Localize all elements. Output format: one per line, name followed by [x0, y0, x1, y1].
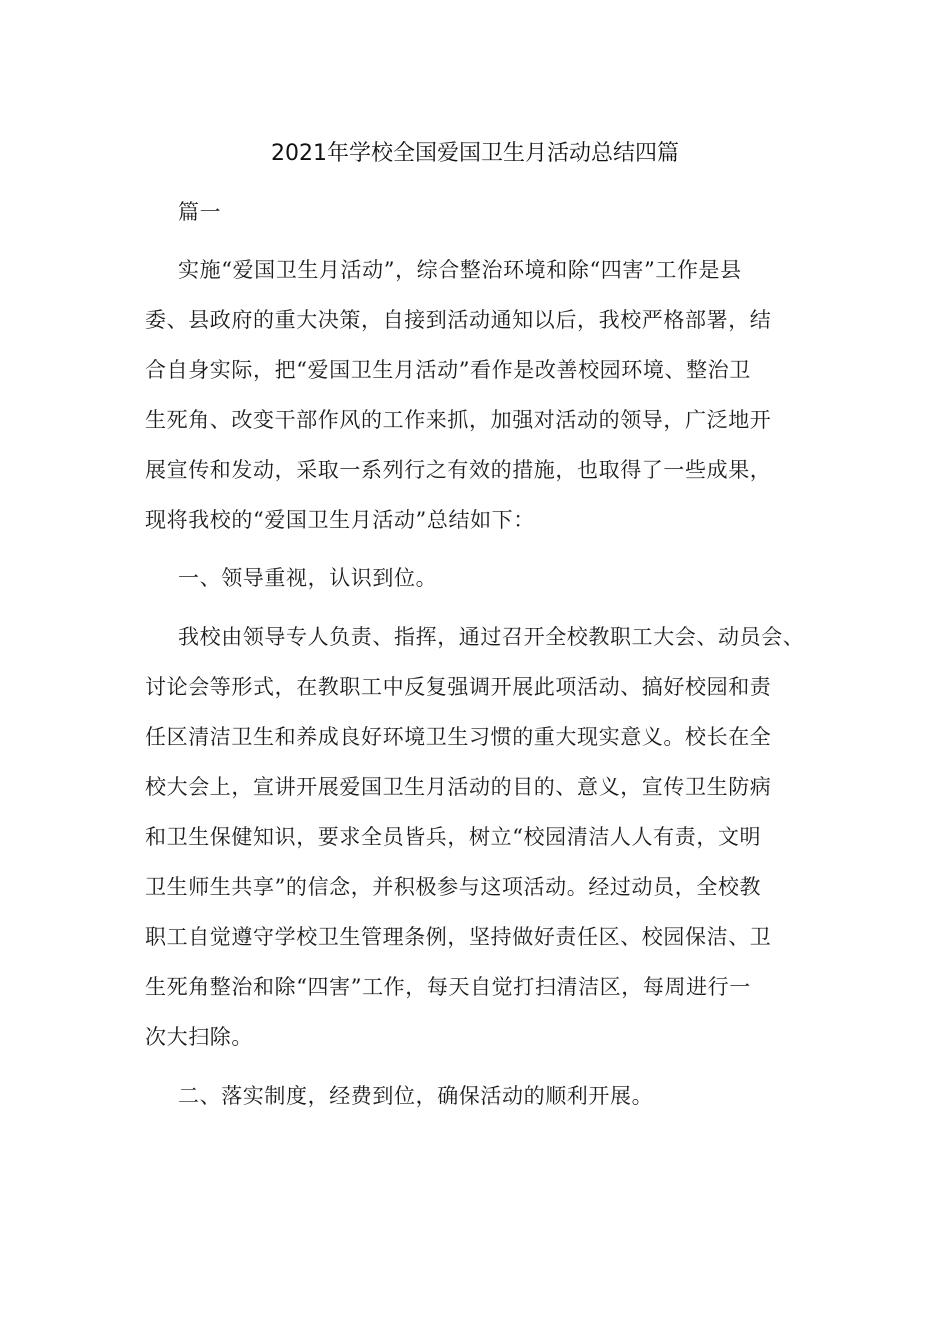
paragraph-line: 合自身实际，把“爱国卫生月活动”看作是改善校园环境、整治卫	[145, 358, 751, 382]
paragraph-line: 生死角、改变干部作风的工作来抓，加强对活动的领导，广泛地开	[145, 408, 772, 432]
paragraph-line: 我校由领导专人负责、指挥，通过召开全校教职工大会、动员会、	[178, 625, 805, 649]
section-heading-one: 一、领导重视，认识到位。	[178, 566, 438, 590]
paragraph-line: 任区清洁卫生和养成良好环境卫生习惯的重大现实意义。校长在全	[145, 725, 772, 749]
paragraph-line: 展宣传和发动，采取一系列行之有效的措施，也取得了一些成果，	[145, 458, 772, 482]
section-heading-two: 二、落实制度，经费到位，确保活动的顺利开展。	[178, 1084, 654, 1108]
paragraph-line: 生死角整治和除“四害”工作，每天自觉打扫清洁区，每周进行一	[145, 975, 751, 999]
paragraph-line: 委、县政府的重大决策，自接到活动通知以后，我校严格部署，结	[145, 308, 772, 332]
paragraph-line: 和卫生保健知识，要求全员皆兵，树立“校园清洁人人有责，文明	[145, 825, 762, 849]
paragraph-line: 卫生师生共享”的信念，并积极参与这项活动。经过动员，全校教	[145, 875, 762, 899]
paragraph-line: 现将我校的“爱国卫生月活动”总结如下：	[145, 508, 535, 532]
document-title: 2021年学校全国爱国卫生月活动总结四篇	[271, 141, 679, 166]
paragraph-line: 讨论会等形式，在教职工中反复强调开展此项活动、搞好校园和责	[145, 675, 772, 699]
paragraph-line: 职工自觉遵守学校卫生管理条例，坚持做好责任区、校园保洁、卫	[145, 925, 772, 949]
paragraph-line: 次大扫除。	[145, 1025, 253, 1049]
paragraph-line: 校大会上，宣讲开展爱国卫生月活动的目的、意义，宣传卫生防病	[145, 775, 772, 799]
section-label-part-one: 篇一	[178, 200, 222, 224]
paragraph-line: 实施“爱国卫生月活动”，综合整治环境和除“四害”工作是县	[178, 258, 742, 282]
